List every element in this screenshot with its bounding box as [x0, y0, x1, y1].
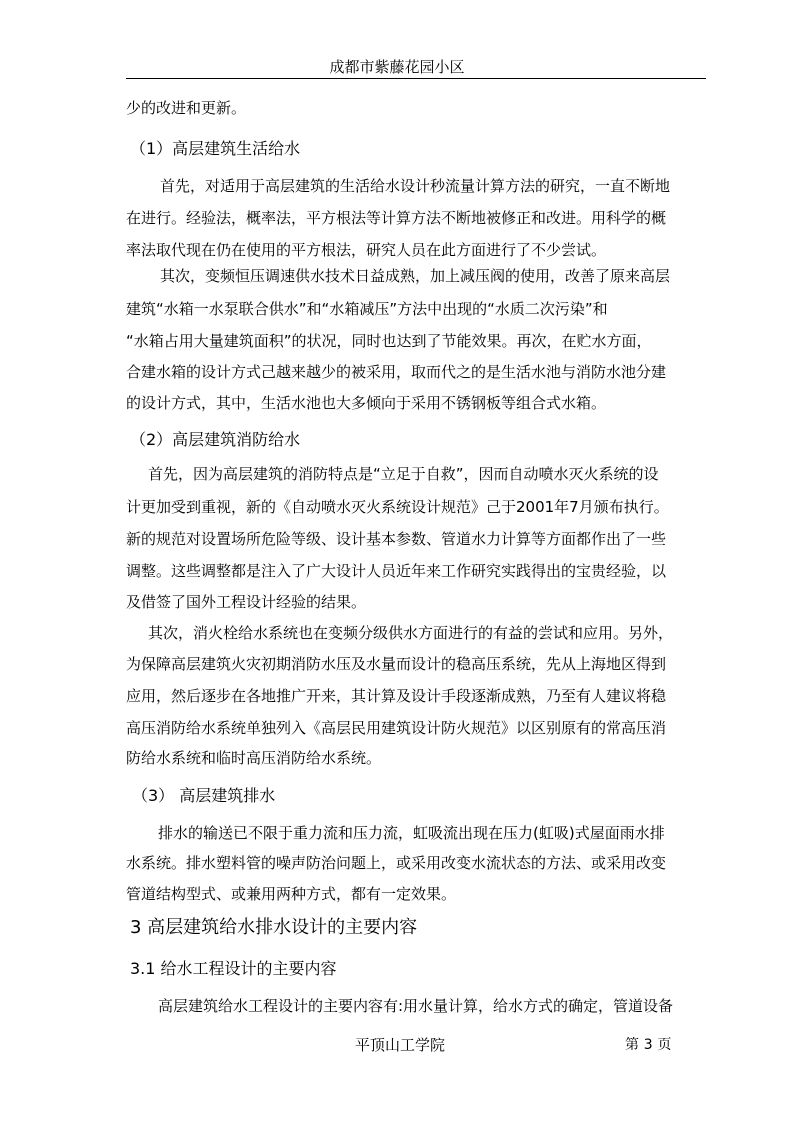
footer-page-number	[625, 1034, 671, 1054]
paragraph-line: 管道结构型式、或兼用两种方式，都有一定效果。	[126, 885, 457, 903]
paragraph-line: 应用，然后逐步在各地推广开来，其计算及设计手段逐渐成熟，乃至有人建议将稳	[126, 687, 667, 705]
paragraph-line: 防给水系统和临时高压消防给水系统。	[126, 749, 382, 767]
section-heading: （1）高层建筑生活给水	[130, 139, 301, 158]
paragraph-line: 新的规范对设置场所危险等级、设计基本参数、管道水力计算等方面都作出了一些	[126, 530, 667, 548]
header-rule	[126, 78, 706, 79]
header-title: 成都市紫藤花园小区	[329, 58, 465, 76]
paragraph-line: 高层建筑给水工程设计的主要内容有:用水量计算，给水方式的确定，管道设备	[158, 997, 674, 1015]
paragraph-line: 在进行。经验法，概率法，平方根法等计算方法不断地被修正和改进。用科学的概	[126, 209, 667, 227]
page-number: 3	[643, 1037, 653, 1053]
paragraph-line: 及借签了国外工程设计经验的结果。	[126, 593, 367, 611]
paragraph-line: “水箱占用大量建筑面积”的状况，同时也达到了节能效果。再次，在贮水方面，	[126, 332, 652, 350]
section-heading: （3） 高层建筑排水	[132, 786, 276, 805]
paragraph-line: 其次，消火栓给水系统也在变频分级供水方面进行的有益的尝试和应用。另外，	[148, 624, 674, 642]
paragraph-line: 率法取代现在仍在使用的平方根法，研究人员在此方面进行了不少尝试。	[126, 241, 607, 259]
page-suffix: 页	[657, 1037, 672, 1053]
paragraph-line: 首先，对适用于高层建筑的生活给水设计秒流量计算方法的研究，一直不断地	[160, 177, 671, 195]
paragraph-line: 建筑“水箱一水泵联合供水”和“水箱减压”方法中出现的“水质二次污染”和	[126, 300, 608, 318]
paragraph-line: 排水的输送已不限于重力流和压力流，虹吸流出现在压力(虹吸)式屋面雨水排	[158, 824, 665, 842]
page-prefix: 第	[625, 1037, 639, 1053]
footer-school: 平顶山工学院	[355, 1036, 446, 1054]
chapter-heading: 3 高层建筑给水排水设计的主要内容	[130, 917, 418, 938]
paragraph-line: 的设计方式，其中，生活水池也大多倾向于采用不锈钢板等组合式水箱。	[126, 394, 607, 412]
paragraph-line: 调整。这些调整都是注入了广大设计人员近年来工作研究实践得出的宝贵经验，以	[126, 562, 667, 580]
paragraph-line: 高压消防给水系统单独列入《高层民用建筑设计防火规范》以区别原有的常高压消	[126, 719, 667, 737]
section-heading: （2）高层建筑消防给水	[130, 430, 301, 449]
paragraph-line: 合建水箱的设计方式己越来越少的被采用，取而代之的是生活水池与消防水池分建	[126, 363, 667, 381]
paragraph-line: 计更加受到重视，新的《自动喷水灭火系统设计规范》己于2001年7月颁布执行。	[126, 498, 669, 516]
paragraph-line: 其次，变频恒压调速供水技术日益成熟，加上减压阀的使用，改善了原来高层	[160, 267, 671, 285]
paragraph-line: 水系统。排水塑料管的噪声防治问题上，或采用改变水流状态的方法、或采用改变	[126, 854, 667, 872]
paragraph-line: 首先，因为高层建筑的消防特点是“立足于自救”，因而自动喷水灭火系统的设	[148, 465, 659, 483]
subsection-heading: 3.1 给水工程设计的主要内容	[130, 959, 337, 978]
paragraph-line: 为保障高层建筑火灾初期消防水压及水量而设计的稳高压系统，先从上海地区得到	[126, 655, 667, 673]
paragraph-line: 少的改进和更新。	[126, 99, 247, 117]
